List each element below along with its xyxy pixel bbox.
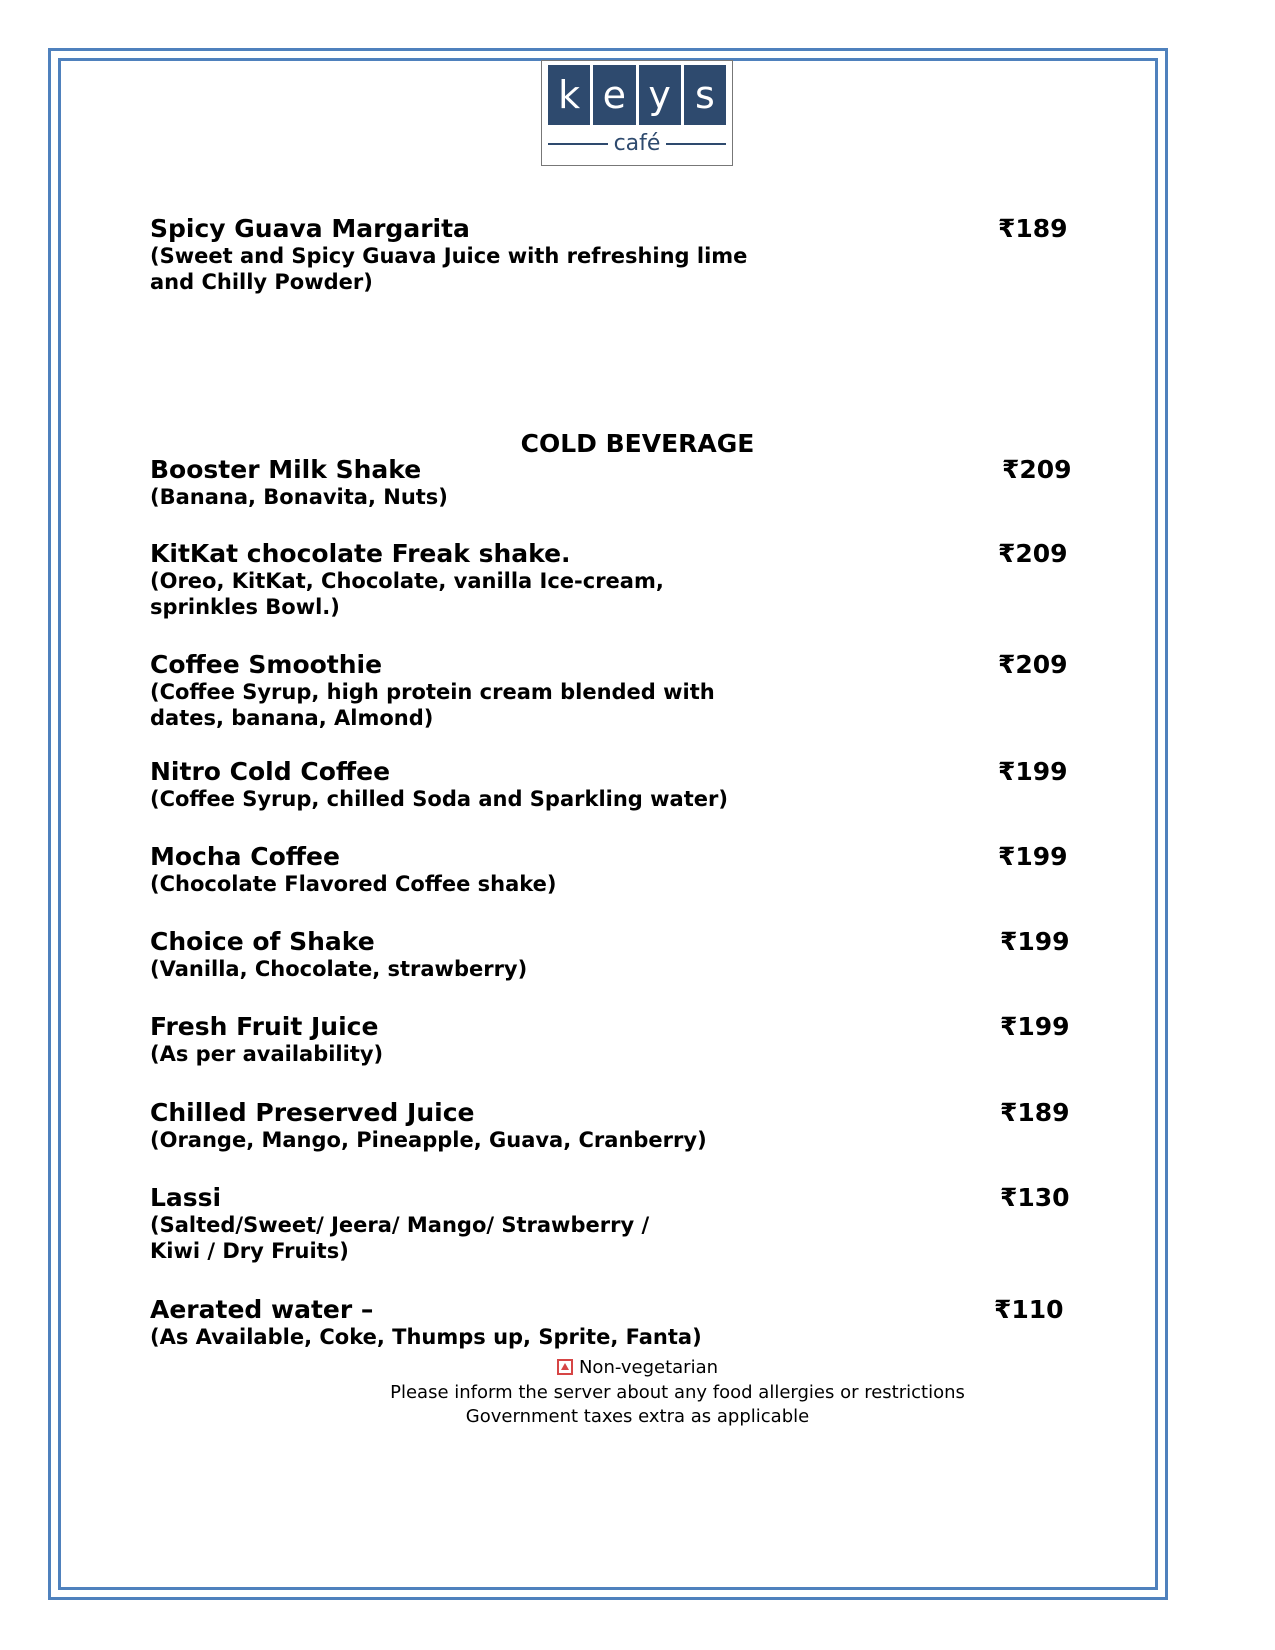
item-name: Chilled Preserved Juice (150, 1098, 475, 1127)
item-name: Lassi (150, 1183, 222, 1212)
item-name: Booster Milk Shake (150, 455, 422, 484)
keys-cafe-logo (541, 60, 733, 166)
item-name: Choice of Shake (150, 927, 375, 956)
menu-item (150, 540, 1120, 620)
menu-item (150, 1013, 1120, 1067)
item-price: ₹189 (1000, 1098, 1070, 1127)
item-description: (Orange, Mango, Pineapple, Guava, Cranberry) (150, 1128, 707, 1152)
item-price: ₹199 (998, 757, 1068, 786)
item-description: (Banana, Bonavita, Nuts) (150, 485, 448, 509)
item-name: Mocha Coffee (150, 842, 340, 871)
item-description: (Salted/Sweet/ Jeera/ Mango/ Strawberry / Kiwi / Dry Fruits) (150, 1213, 650, 1263)
menu-item (150, 651, 1120, 731)
logo-rule-right (666, 143, 726, 145)
item-name: Aerated water – (150, 1295, 374, 1324)
item-price: ₹209 (998, 650, 1068, 679)
menu-item (150, 758, 1120, 812)
item-price: ₹130 (1000, 1183, 1070, 1212)
item-name: Coffee Smoothie (150, 650, 383, 679)
item-description: (Vanilla, Chocolate, strawberry) (150, 957, 528, 981)
allergy-note: Please inform the server about any food allergies or restrictions (390, 1382, 965, 1403)
item-price: ₹209 (998, 539, 1068, 568)
item-description: (Coffee Syrup, chilled Soda and Sparkling water) (150, 787, 728, 811)
item-description: (Oreo, KitKat, Chocolate, vanilla Ice-cream, sprinkles Bowl.) (150, 569, 664, 619)
menu-item (150, 1099, 1120, 1153)
menu-item (150, 456, 1120, 510)
menu-item (150, 843, 1120, 897)
menu-item (150, 928, 1120, 982)
item-description: (Chocolate Flavored Coffee shake) (150, 872, 557, 896)
logo-letter: y (639, 65, 681, 125)
menu-item-spicy-guava-margarita (150, 215, 1120, 295)
item-description: (Coffee Syrup, high protein cream blended with dates, banana, Almond) (150, 680, 715, 730)
nonveg-icon (557, 1359, 573, 1375)
item-name: Fresh Fruit Juice (150, 1012, 379, 1041)
item-price: ₹209 (1002, 455, 1072, 484)
item-price: ₹189 (998, 214, 1068, 243)
menu-item (150, 1184, 1120, 1264)
menu-item (150, 1296, 1120, 1350)
item-price: ₹199 (1000, 927, 1070, 956)
item-description: (Sweet and Spicy Guava Juice with refreshing lime and Chilly Powder) (150, 244, 748, 294)
logo-letter: k (548, 65, 590, 125)
item-name: KitKat chocolate Freak shake. (150, 539, 571, 568)
logo-letter: s (684, 65, 726, 125)
item-price: ₹199 (1000, 1012, 1070, 1041)
item-name: Nitro Cold Coffee (150, 757, 391, 786)
logo-letter-blocks (548, 65, 726, 125)
nonveg-legend-label: Non-vegetarian (578, 1357, 719, 1378)
item-price: ₹199 (998, 842, 1068, 871)
logo-word: café (613, 131, 661, 156)
item-price: ₹110 (994, 1295, 1064, 1324)
logo-letter: e (593, 65, 635, 125)
item-description: (As per availability) (150, 1042, 384, 1066)
logo-subtitle (548, 131, 726, 157)
logo-rule-left (548, 143, 608, 145)
nonveg-legend (0, 1357, 1275, 1379)
tax-note: Government taxes extra as applicable (465, 1406, 810, 1427)
item-name: Spicy Guava Margarita (150, 214, 470, 243)
item-description: (As Available, Coke, Thumps up, Sprite, Fanta) (150, 1325, 702, 1349)
section-heading-cold-beverage: COLD BEVERAGE (520, 429, 755, 458)
